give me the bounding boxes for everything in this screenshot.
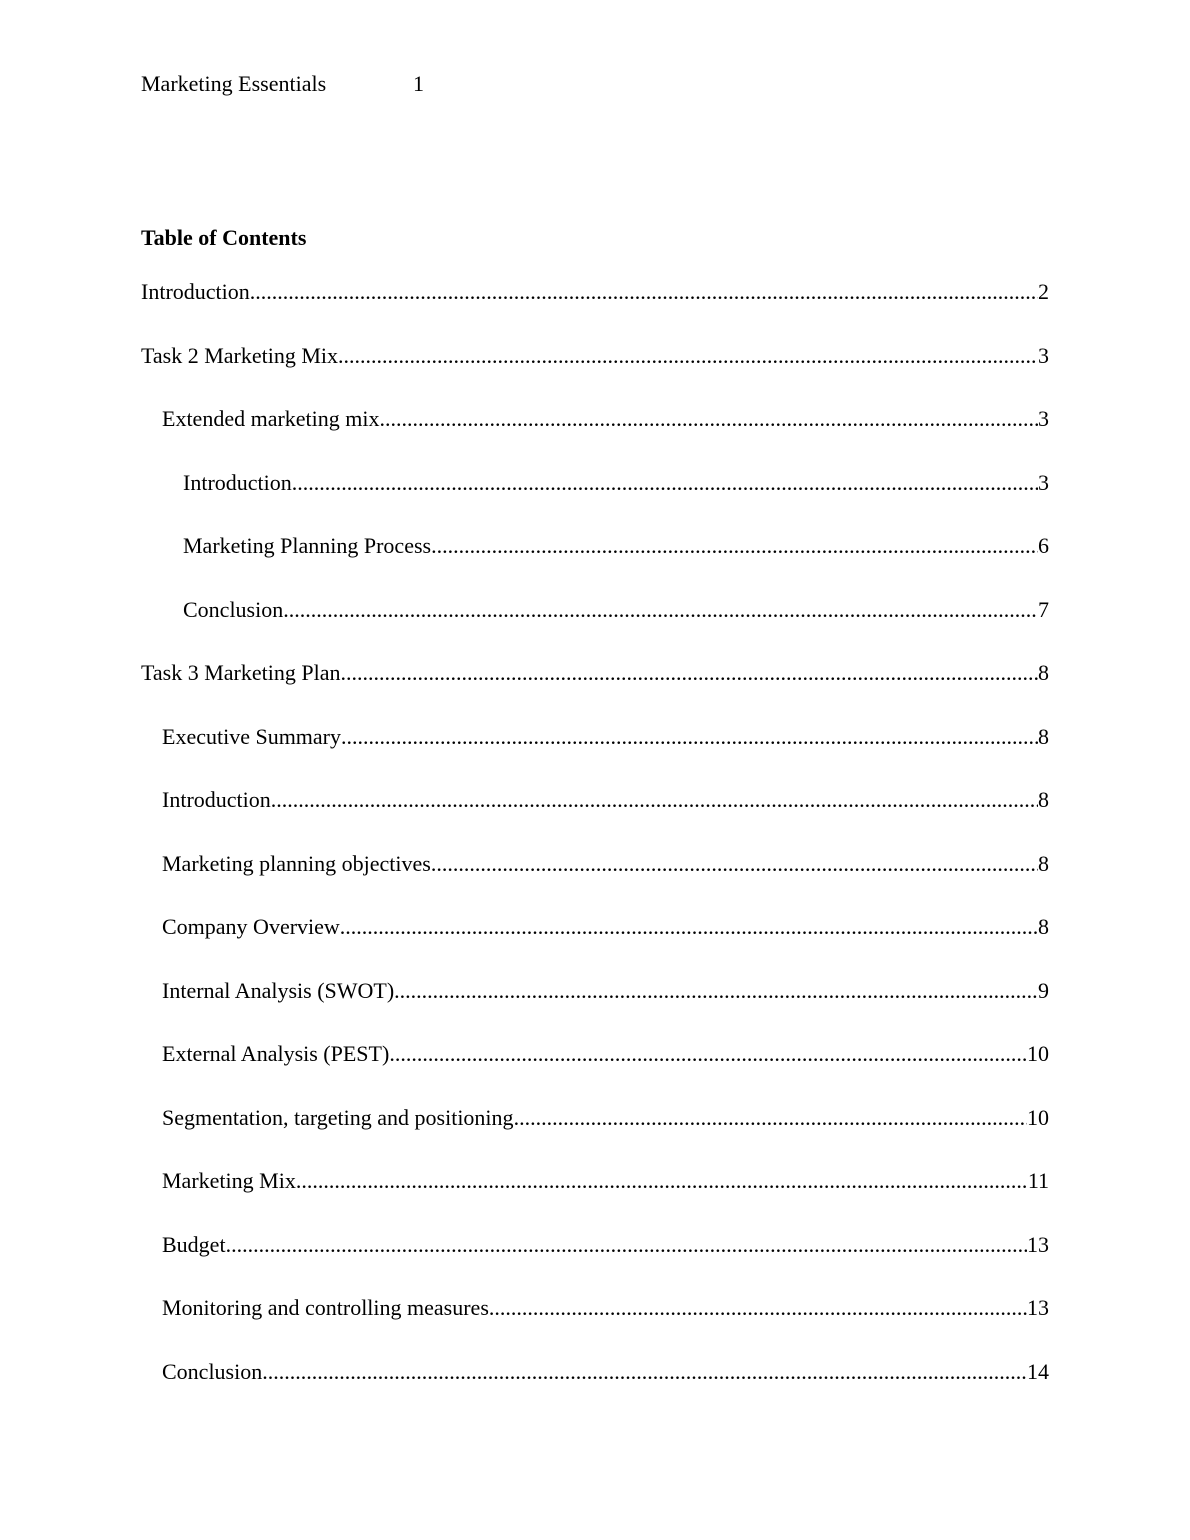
toc-entry-page: 2 (1038, 279, 1049, 304)
toc-dot-leader (514, 1104, 1027, 1132)
toc-dot-leader (341, 723, 1038, 751)
toc-dot-leader (431, 532, 1038, 560)
toc-dot-leader (226, 1231, 1027, 1259)
toc-entry-label: Marketing planning objectives (162, 850, 431, 876)
toc-list (141, 278, 1049, 1421)
toc-entry-label: External Analysis (PEST) (162, 1041, 390, 1066)
toc-entry-page: 8 (1038, 660, 1049, 685)
toc-entry-task-3-marketing-plan[interactable] (141, 659, 1049, 723)
toc-entry-executive-summary[interactable] (141, 723, 1049, 787)
toc-dot-leader (340, 913, 1038, 941)
toc-entry-introduction-task-3[interactable] (141, 786, 1049, 850)
header-title: Marketing Essentials (141, 71, 327, 96)
toc-dot-leader (489, 1294, 1027, 1322)
toc-entry-page: 8 (1038, 723, 1049, 749)
toc-entry-page: 8 (1038, 914, 1049, 939)
toc-entry-page: 7 (1038, 596, 1049, 622)
toc-entry-label: Conclusion (183, 596, 284, 622)
toc-entry-segmentation-targeting-positioning[interactable] (141, 1104, 1049, 1168)
toc-entry-label: Task 2 Marketing Mix (141, 342, 339, 368)
toc-entry-label: Conclusion (162, 1358, 263, 1384)
toc-title: Table of Contents (141, 225, 307, 250)
toc-entry-label: Monitoring and controlling measures (162, 1295, 489, 1320)
toc-entry-label: Task 3 Marketing Plan (141, 660, 341, 685)
toc-entry-external-analysis-pest[interactable] (141, 1040, 1049, 1104)
toc-entry-page: 3 (1038, 469, 1049, 495)
toc-entry-label: Budget (162, 1231, 226, 1257)
toc-entry-page: 10 (1027, 1104, 1049, 1130)
toc-entry-label: Company Overview (162, 914, 340, 939)
toc-dot-leader (338, 342, 1038, 370)
toc-dot-leader (380, 405, 1039, 433)
toc-dot-leader (296, 1167, 1028, 1195)
toc-dot-leader (283, 596, 1038, 624)
toc-entry-label: Internal Analysis (SWOT) (162, 977, 395, 1003)
toc-entry-internal-analysis-swot[interactable] (141, 977, 1049, 1041)
toc-entry-page: 10 (1027, 1041, 1049, 1066)
toc-entry-task-2-marketing-mix[interactable] (141, 342, 1049, 406)
toc-entry-label: Marketing Planning Process (183, 533, 432, 558)
toc-entry-introduction-sub[interactable] (141, 469, 1049, 533)
toc-entry-page: 11 (1027, 1168, 1049, 1193)
toc-entry-marketing-planning-process[interactable] (141, 532, 1049, 596)
toc-entry-page: 13 (1027, 1295, 1049, 1320)
toc-entry-page: 8 (1038, 850, 1049, 876)
toc-entry-page: 6 (1038, 533, 1049, 558)
toc-dot-leader (250, 278, 1038, 306)
toc-entry-label: Introduction (162, 787, 271, 812)
toc-entry-marketing-planning-objectives[interactable] (141, 850, 1049, 914)
toc-dot-leader (271, 786, 1038, 814)
toc-dot-leader (340, 659, 1038, 687)
toc-entry-label: Executive Summary (162, 723, 342, 749)
toc-dot-leader (394, 977, 1038, 1005)
toc-dot-leader (389, 1040, 1027, 1068)
toc-entry-conclusion[interactable] (141, 1358, 1049, 1422)
page-header (141, 70, 424, 98)
toc-entry-page: 8 (1038, 787, 1049, 812)
toc-entry-monitoring-controlling-measures[interactable] (141, 1294, 1049, 1358)
toc-entry-marketing-mix[interactable] (141, 1167, 1049, 1231)
toc-entry-page: 14 (1027, 1358, 1049, 1384)
toc-entry-page: 9 (1038, 977, 1049, 1003)
toc-entry-page: 3 (1038, 406, 1049, 431)
toc-dot-leader (262, 1358, 1027, 1386)
toc-entry-page: 13 (1027, 1231, 1049, 1257)
toc-entry-label: Extended marketing mix (162, 406, 380, 431)
header-page-number: 1 (413, 71, 424, 96)
toc-entry-label: Segmentation, targeting and positioning (162, 1104, 514, 1130)
toc-entry-label: Introduction (141, 279, 250, 304)
toc-entry-extended-marketing-mix[interactable] (141, 405, 1049, 469)
toc-entry-label: Marketing Mix (162, 1168, 296, 1193)
toc-entry-conclusion-sub[interactable] (141, 596, 1049, 660)
toc-entry-introduction[interactable] (141, 278, 1049, 342)
toc-dot-leader (292, 469, 1038, 497)
toc-dot-leader (431, 850, 1038, 878)
toc-entry-label: Introduction (183, 469, 292, 495)
toc-entry-page: 3 (1038, 342, 1049, 368)
toc-entry-budget[interactable] (141, 1231, 1049, 1295)
toc-entry-company-overview[interactable] (141, 913, 1049, 977)
